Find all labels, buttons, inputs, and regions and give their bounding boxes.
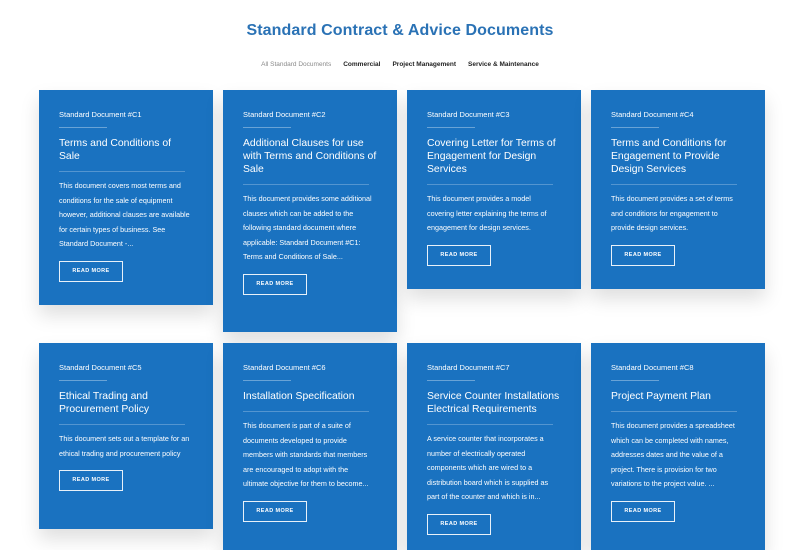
document-card-c3 xyxy=(407,90,581,289)
divider xyxy=(427,380,475,381)
divider xyxy=(427,184,553,185)
document-number: Standard Document #C1 xyxy=(59,110,142,119)
document-description: This document provides some additional clauses which can be added to the following standard document where applicable: Standard Document #C1: Terms and Conditions of Sale... xyxy=(243,194,372,261)
page-title: Standard Contract & Advice Documents xyxy=(246,22,554,39)
document-number: Standard Document #C8 xyxy=(611,363,694,372)
document-number: Standard Document #C7 xyxy=(427,363,510,372)
divider xyxy=(243,411,369,412)
document-number: Standard Document #C3 xyxy=(427,110,510,119)
document-title[interactable]: Covering Letter for Terms of Engagement for Design Services xyxy=(427,138,556,175)
read-more-button[interactable]: READ MORE xyxy=(427,514,491,535)
read-more-button[interactable]: READ MORE xyxy=(611,245,675,266)
read-more-button[interactable]: READ MORE xyxy=(59,470,123,491)
divider xyxy=(243,380,291,381)
divider xyxy=(59,380,107,381)
read-more-button[interactable]: READ MORE xyxy=(427,245,491,266)
document-number: Standard Document #C4 xyxy=(611,110,694,119)
document-description: This document sets out a template for an ethical trading and procurement policy xyxy=(59,434,190,458)
document-title[interactable]: Terms and Conditions of Sale xyxy=(59,138,172,162)
document-card-c2 xyxy=(223,90,397,332)
document-title[interactable]: Project Payment Plan xyxy=(611,391,711,402)
read-more-button[interactable]: READ MORE xyxy=(243,501,307,522)
divider xyxy=(59,171,185,172)
document-description: This document provides a spreadsheet which can be completed with names, addresses dates and the value of a project. There is provision for two variations to the project value. ... xyxy=(611,421,735,488)
filter-all-documents[interactable]: All Standard Documents xyxy=(261,61,332,68)
divider xyxy=(427,127,475,128)
document-card-c1 xyxy=(39,90,213,305)
read-more-button[interactable]: READ MORE xyxy=(243,274,307,295)
document-card-c7 xyxy=(407,343,581,550)
divider xyxy=(427,424,553,425)
document-description: This document provides a model covering letter explaining the terms of engagement for design services. xyxy=(427,194,547,232)
filter-service-maintenance[interactable]: Service & Maintenance xyxy=(468,61,539,68)
document-title[interactable]: Installation Specification xyxy=(243,391,355,402)
document-title[interactable]: Service Counter Installations Electrical Requirements xyxy=(427,391,560,415)
document-title[interactable]: Additional Clauses for use with Terms and Conditions of Sale xyxy=(243,138,377,175)
divider xyxy=(611,380,659,381)
document-card-c5 xyxy=(39,343,213,529)
divider xyxy=(59,424,185,425)
divider xyxy=(59,127,107,128)
document-title[interactable]: Ethical Trading and Procurement Policy xyxy=(59,391,150,415)
read-more-button[interactable]: READ MORE xyxy=(611,501,675,522)
divider xyxy=(611,127,659,128)
filter-bar xyxy=(0,61,800,68)
document-number: Standard Document #C6 xyxy=(243,363,326,372)
document-card-c4 xyxy=(591,90,765,289)
document-card-c8 xyxy=(591,343,765,550)
document-card-c6 xyxy=(223,343,397,550)
document-description: A service counter that incorporates a number of electrically operated components which are wired to a distribution board which is supplied as part of the counter and which is in... xyxy=(427,434,549,501)
divider xyxy=(611,184,737,185)
document-description: This document covers most terms and conditions for the sale of equipment however, additional clauses are available for certain types of business. See Standard Document -... xyxy=(59,181,190,248)
document-description: This document is part of a suite of documents developed to provide members with standards that members are encouraged to adopt with the ultimate objective for them to become... xyxy=(243,421,369,488)
read-more-button[interactable]: READ MORE xyxy=(59,261,123,282)
document-number: Standard Document #C5 xyxy=(59,363,142,372)
document-title[interactable]: Terms and Conditions for Engagement to Provide Design Services xyxy=(611,138,727,175)
divider xyxy=(243,127,291,128)
document-description: This document provides a set of terms and conditions for engagement to provide design services. xyxy=(611,194,733,232)
filter-project-management[interactable]: Project Management xyxy=(392,61,457,68)
divider xyxy=(611,411,737,412)
filter-commercial[interactable]: Commercial xyxy=(343,61,381,68)
document-number: Standard Document #C2 xyxy=(243,110,326,119)
divider xyxy=(243,184,369,185)
